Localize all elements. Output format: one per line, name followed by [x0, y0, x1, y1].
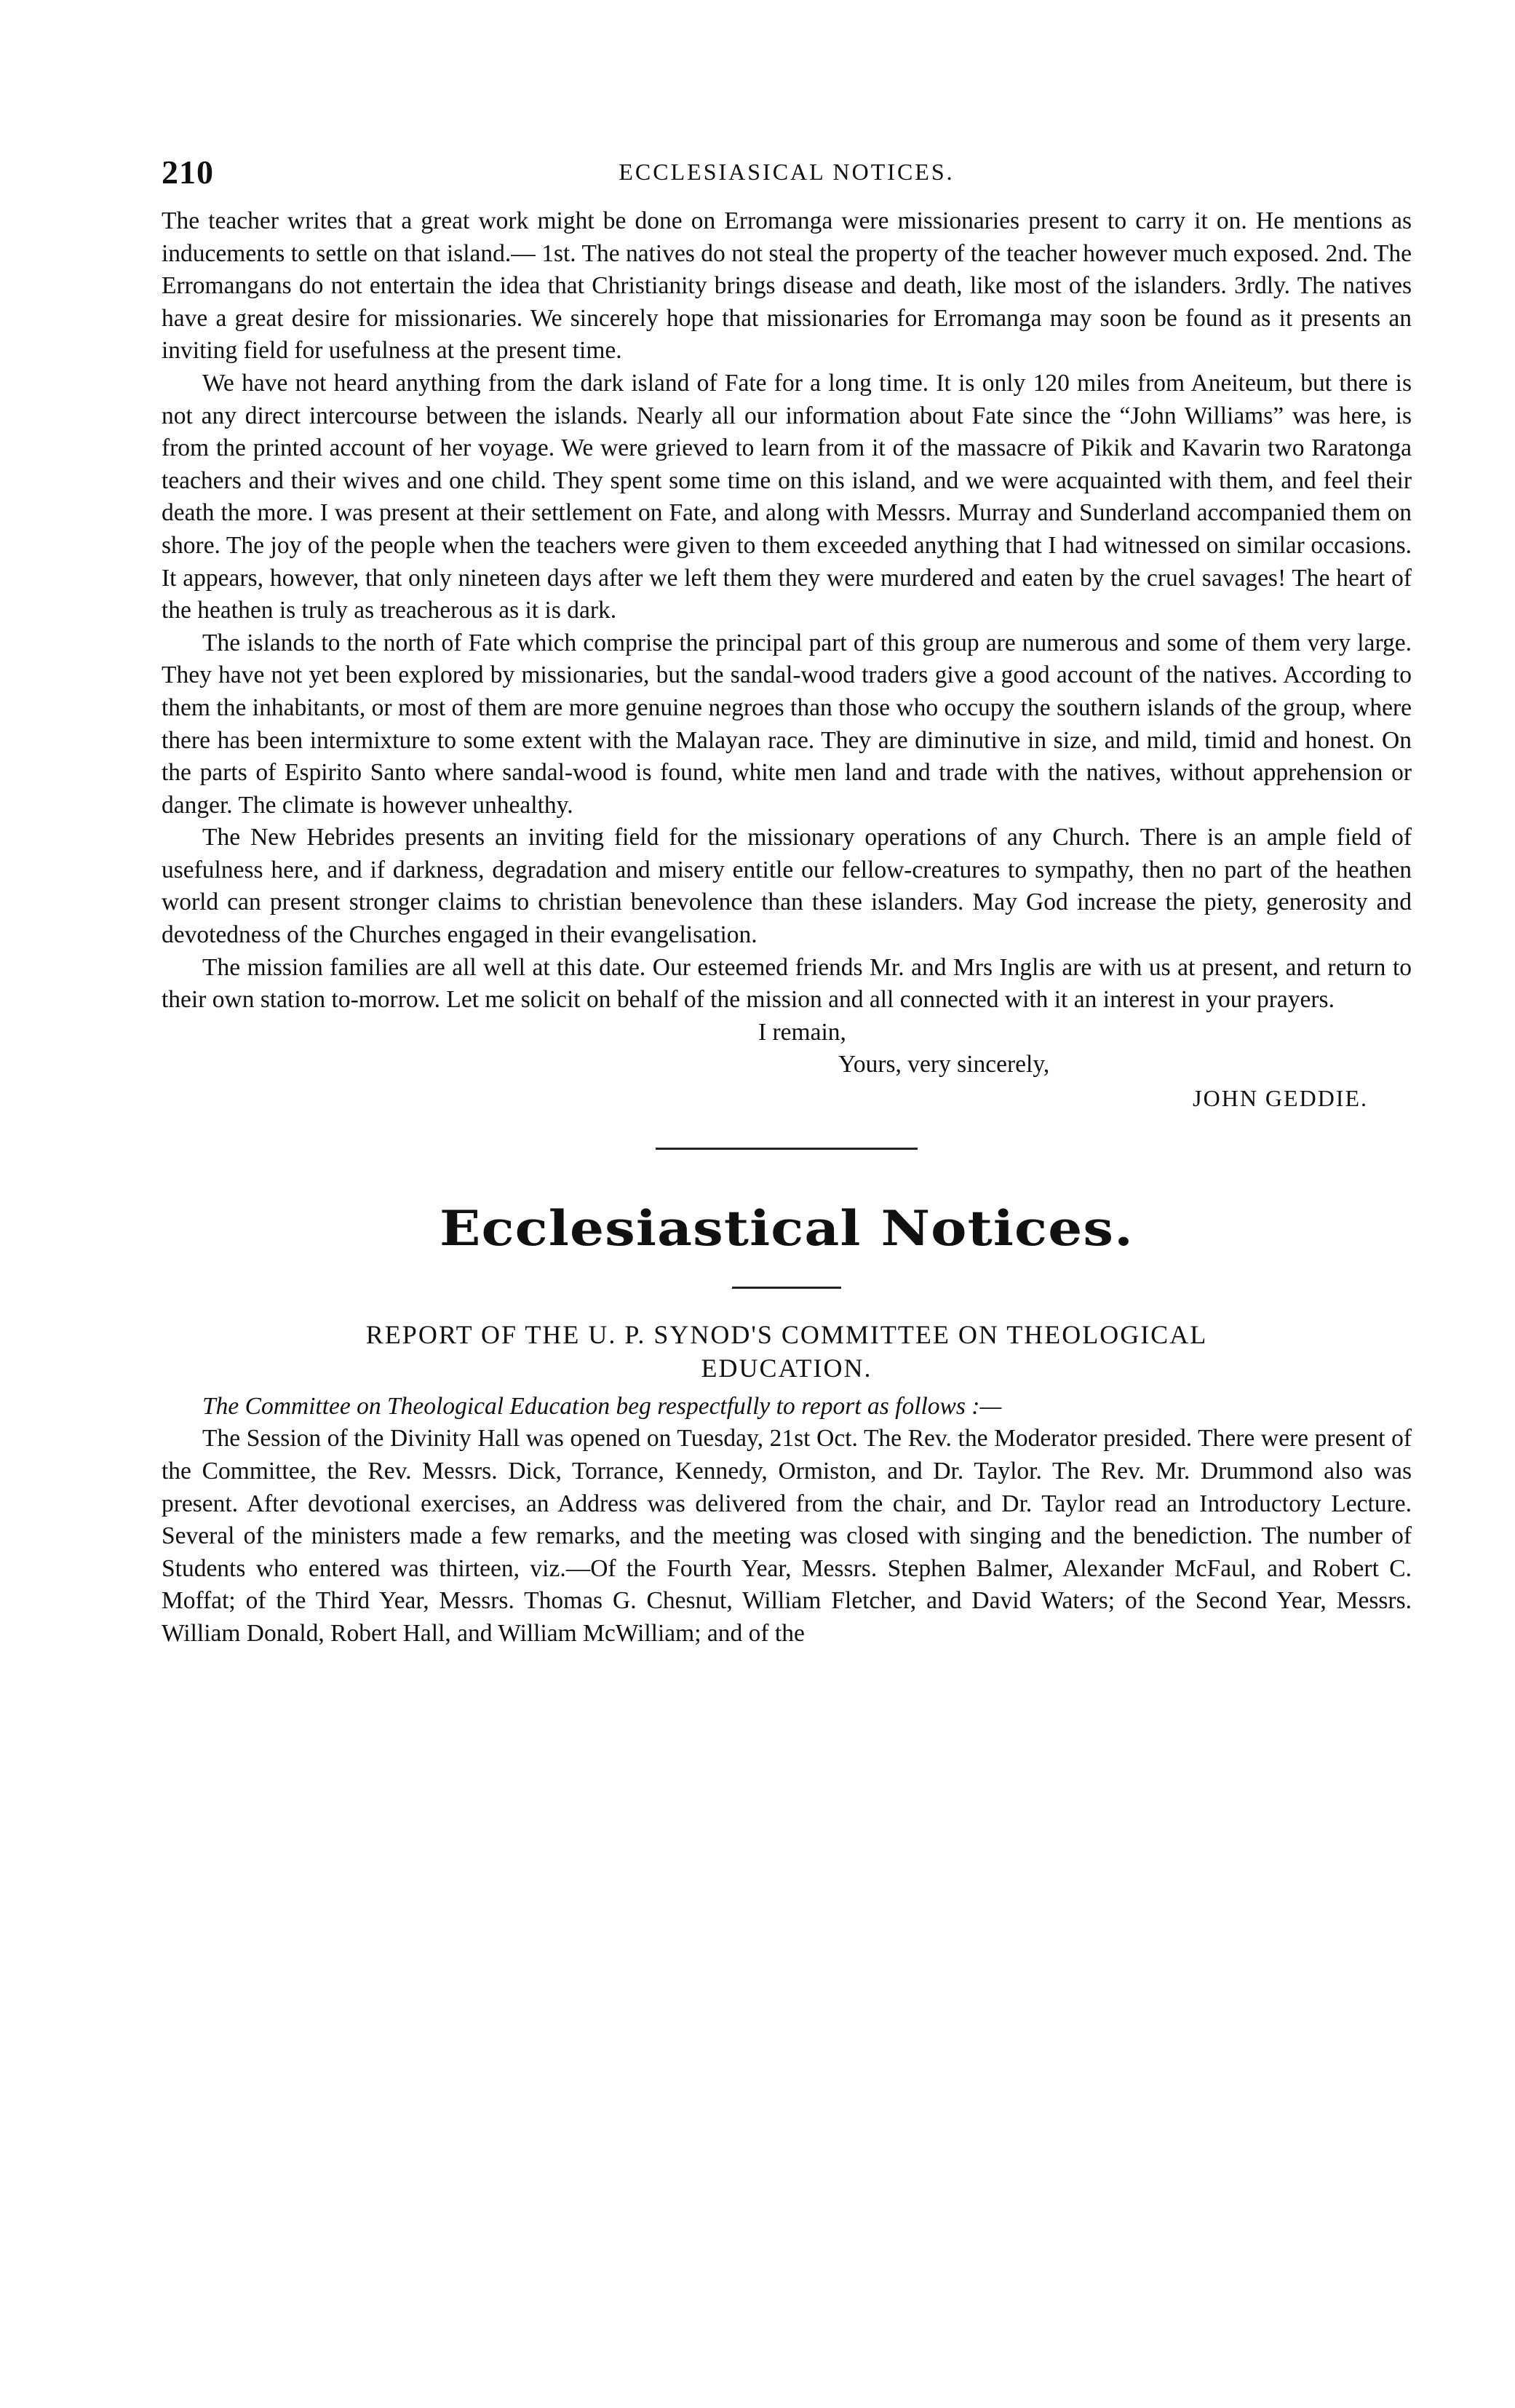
report-body: The Session of the Divinity Hall was opened on Tuesday, 21st Oct. The Rev. the Moderator presided. There were present of the Committee, the Rev. Messrs. Dick, Torrance, Kennedy, Ormiston, and Dr. Taylor. The Rev. Mr. Drummond also was present. After devotional exercises, an Address was delivered from the chair, and Dr. Taylor read an Introductory Lecture. Several of the ministers made a few remarks, and the meeting was closed with singing and the benediction. The number of Students who entered was thirteen, viz.—Of the Fourth Year, Messrs. Stephen Balmer, Alexander McFaul, and Robert C. Moffat; of the Third Year, Messrs. Thomas G. Chesnut, William Fletcher, and David Waters; of the Second Year, Messrs. William Donald, Robert Hall, and William McWilliam; and of the — [162, 1425, 1412, 1647]
signature: JOHN GEDDIE. — [1193, 1084, 1368, 1111]
report-title-line-2: EDUCATION. — [701, 1353, 872, 1383]
report-title-line-1: REPORT OF THE U. P. SYNOD'S COMMITTEE ON THEOLOGICAL — [365, 1319, 1208, 1349]
closing-remain: I remain, — [758, 1018, 846, 1046]
heading-divider — [732, 1287, 841, 1289]
letter-closing — [162, 1017, 1412, 1118]
letter-paragraph-erromanga: The teacher writes that a great work might be done on Erromanga were missionaries present to carry it on. He mentions as inducements to settle on that island.— 1st. The natives do not steal the property of the teacher however much exposed. 2nd. The Erromangans do not entertain the idea that Christianity brings disease and death, like most of the islanders. 3rdly. The natives have a great desire for missionaries. We sincerely hope that missionaries for Erromanga may soon be found as it presents an inviting field for usefulness at the present time. — [162, 207, 1412, 365]
letter-paragraph-fate: We have not heard anything from the dark island of Fate for a long time. It is only 120 miles from Aneiteum, but there is not any direct intercourse between the islands. Nearly all our information about Fate since the “John Williams” was here, is from the printed account of her voyage. We were grieved to learn from it of the massacre of Pikik and Kavarin two Raratonga teachers and their wives and one child. They spent some time on this island, and we were acquainted with them, and feel their death the more. I was present at their settlement on Fate, and along with Messrs. Murray and Sunderland accompanied them on shore. The joy of the people when the teachers were given to them exceeded anything that I had witnessed on similar occasions. It appears, however, that only nineteen days after we left them they were murdered and eaten by the cruel savages! The heart of the heathen is truly as treacherous as it is dark. — [162, 369, 1412, 624]
section-divider — [656, 1148, 918, 1150]
closing-yours: Yours, very sincerely, — [838, 1050, 1050, 1078]
running-head — [162, 153, 1412, 189]
report-intro: The Committee on Theological Education beg respectfully to report as follows :— — [202, 1392, 1002, 1420]
running-title: ECCLESIASICAL NOTICES. — [619, 159, 955, 185]
letter-paragraph-new-hebrides: The New Hebrides presents an inviting field for the missionary operations of any Church. There is an ample field of usefulness here, and if darkness, degradation and misery entitle our fellow-creatures to sympathy, then no part of the heathen world can present stronger claims to christian benevolence than these islanders. May God increase the piety, generosity and devotedness of the Churches engaged in their evangelisation. — [162, 824, 1412, 949]
page-number: 210 — [162, 154, 214, 191]
letter-paragraph-mission-families: The mission families are all well at this date. Our esteemed friends Mr. and Mrs Inglis are with us at present, and return to their own station to-morrow. Let me solicit on behalf of the mission and all connected with it an interest in your prayers. — [162, 953, 1412, 1014]
report-title — [162, 1318, 1412, 1385]
section-heading: Ecclesiastical Notices. — [440, 1199, 1134, 1257]
letter-paragraph-northern-islands: The islands to the north of Fate which comprise the principal part of this group are numerous and some of them very large. They have not yet been explored by missionaries, but the sandal-wood traders give a good account of the natives. According to them the inhabitants, or most of them are more genuine negroes than those who occupy the southern islands of the group, where there has been intermixture to some extent with the Malayan race. They are diminutive in size, and mild, timid and honest. On the parts of Espirito Santo where sandal-wood is found, white men land and trade with the natives, without apprehension or danger. The climate is however unhealthy. — [162, 629, 1412, 819]
document-page — [162, 153, 1412, 1650]
